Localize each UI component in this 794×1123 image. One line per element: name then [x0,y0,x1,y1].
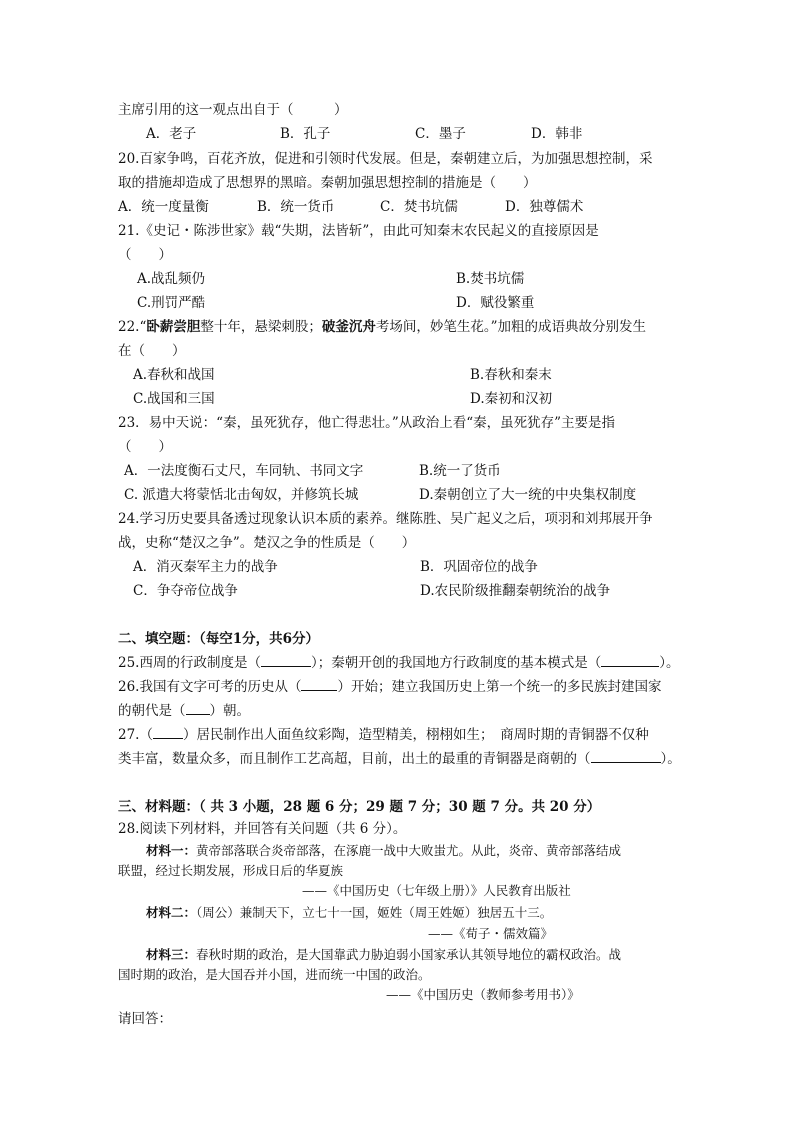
q23-option-d: D.秦朝创立了大一统的中央集权制度 [419,487,637,503]
q21-option-c: C.刑罚严酷 [137,295,206,311]
q22-prefix: 22.“ [118,319,147,335]
q22-option-d: D.秦初和汉初 [470,391,553,407]
material-2-line [146,904,552,922]
q27-text-c: 类丰富，数量众多，而且制作工艺高超，目前，出土的最重的青铜器是商朝的 [118,751,577,767]
q24-option-a: A．消灭秦军主力的战争 [133,559,278,575]
q19-option-c: C．墨子 [415,126,466,142]
q22-stem-line2: 在（ ） [118,343,186,359]
q28-ask: 请回答： [118,1011,172,1027]
material-1-label: 材料一： [146,843,197,858]
q26-text-a: 26.我国有文字可考的历史从 [118,679,288,695]
material-3-line1 [146,946,621,964]
q21-stem-line1: 21.《史记・陈涉世家》载“失期，法皆斩”，由此可知秦末农民起义的直接原因是 [118,223,599,239]
q20-option-d: D．独尊儒术 [505,199,584,215]
material-1-text-1: 黄帝部落联合炎帝部落，在涿鹿一战中大败蚩尤。从此，炎帝、黄帝部落结成 [196,843,622,858]
material-3-label: 材料三： [146,947,197,962]
q19-option-a: A．老子 [146,126,197,142]
q24-option-b: B．巩固帝位的战争 [420,559,538,575]
q22-middle-1: 整十年，悬梁刺股； [200,319,322,335]
q26-text-d: 朝。 [223,703,250,719]
q27-line1: 27.（ ）居民制作出人面鱼纹彩陶，造型精美，栩栩如生； 商周时期的青铜器不仅种 [118,727,649,743]
q22-middle-2: 考场间，妙笔生花。”加粗的成语典故分别发生 [375,319,647,335]
q23-stem-line2: （ ） [118,439,172,455]
material-1-line1 [146,842,621,860]
q22-option-a: A.春秋和战国 [133,367,215,383]
q23-option-c: C. 派遣大将蒙恬北击匈奴，并修筑长城 [124,487,359,503]
q26-blank-2[interactable] [186,714,210,715]
material-2-source: ——《荀子・儒效篇》 [428,926,554,941]
q22-option-b: B.春秋和秦末 [470,367,552,383]
q21-option-b: B.焚书坑儒 [456,271,525,287]
q24-option-c: C．争夺帝位战争 [133,583,238,599]
q23-option-b: B.统一了货币 [419,463,501,479]
material-2-text: （周公）兼制天下，立七十一国，姬姓（周王姓姬）独居五十三。 [196,905,553,920]
q26-line2: 的朝代是（ ）朝。 [118,703,250,719]
q27-text-d: 。 [667,751,681,767]
q20-option-c: C．焚书坑儒 [380,199,458,215]
q19-stem: 主席引用的这一观点出自于（ ） [118,102,348,118]
section-2-title: 二、填空题：（每空1分，共6分） [118,631,320,647]
q21-option-d: D．赋役繁重 [456,295,535,311]
q27-blank-2[interactable] [591,762,661,763]
q24-option-d: D.农民阶级推翻秦朝统治的战争 [420,583,611,599]
q20-stem-line2: 取的措施却造成了思想界的黑暗。秦朝加强思想控制的措施是（ ） [118,175,537,191]
q25-blank-1[interactable] [261,666,311,667]
q24-stem-line2: 战，史称“楚汉之争”。楚汉之争的性质是（ ） [118,535,416,551]
q25-blank-2[interactable] [601,666,659,667]
q22-stem-line1 [118,318,646,336]
q19-option-d: D．韩非 [531,126,583,142]
q20-option-a: A．统一度量衡 [118,199,209,215]
section-3-title: 三、材料题：（ 共 3 小题，28 题 6 分；29 题 7 分；30 题 7 分。共 20 分） [118,799,601,815]
q22-idiom-2: 破釜沉舟 [321,319,376,335]
material-3-line2: 国时期的政治，是大国吞并小国，进而统一中国的政治。 [118,967,431,982]
q27-text-b: 居民制作出人面鱼纹彩陶，造型精美，栩栩如生； 商周时期的青铜器不仅种 [196,727,649,743]
q26-blank-1[interactable] [301,690,337,691]
q21-option-a: A.战乱频仍 [137,271,206,287]
q20-stem-line1: 20.百家争鸣，百花齐放，促进和引领时代发展。但是，秦朝建立后，为加强思想控制，采 [118,151,653,167]
q27-blank-1[interactable] [153,738,183,739]
q26-text-c: 的朝代是 [118,703,172,719]
q23-option-a: A．一法度衡石丈尺，车同轨、书同文字 [124,463,364,479]
q26-text-b: 开始；建立我国历史上第一个统一的多民族封建国家 [350,679,662,695]
q23-stem-line1: 23．易中天说：“秦，虽死犹存，他亡得悲壮。”从政治上看“秦，虽死犹存”主要是指 [118,415,616,431]
q26-line1: 26.我国有文字可考的历史从（ ）开始；建立我国历史上第一个统一的多民族封建国家 [118,679,662,695]
q25-text-a: 25.西周的行政制度是 [118,655,248,671]
q25-text-c: 。 [665,655,680,671]
q21-stem-line2: （ ） [118,247,172,263]
q22-idiom-1: 卧薪尝胆 [146,319,201,335]
material-1-source: ——《中国历史（七年级上册）》人民教育出版社 [302,883,571,898]
q19-option-b: B．孔子 [280,126,331,142]
q28-stem: 28.阅读下列材料，并回答有关问题（共 6 分）。 [118,821,407,837]
material-3-source: ——《中国历史（教师参考用书）》 [386,987,580,1002]
q27-text-a: 27. [118,727,140,743]
material-1-line2: 联盟，经过长期发展，形成日后的华夏族 [118,863,344,878]
q22-option-c: C.战国和三国 [133,391,215,407]
q25-text-b: ；秦朝开创的我国地方行政制度的基本模式是 [317,655,588,671]
q20-option-b: B．统一货币 [257,199,335,215]
q25: 25.西周的行政制度是（ ）；秦朝开创的我国地方行政制度的基本模式是（ ）。 [118,655,680,671]
material-2-label: 材料二： [146,905,197,920]
material-3-text-1: 春秋时期的政治，是大国靠武力胁迫弱小国家承认其领导地位的霸权政治。战 [196,947,622,962]
q27-line2: 类丰富，数量众多，而且制作工艺高超，目前，出土的最重的青铜器是商朝的（ ）。 [118,751,681,767]
q24-stem-line1: 24.学习历史要具备透过现象认识本质的素养。继陈胜、吴广起义之后，项羽和刘邦展开争 [118,511,653,527]
